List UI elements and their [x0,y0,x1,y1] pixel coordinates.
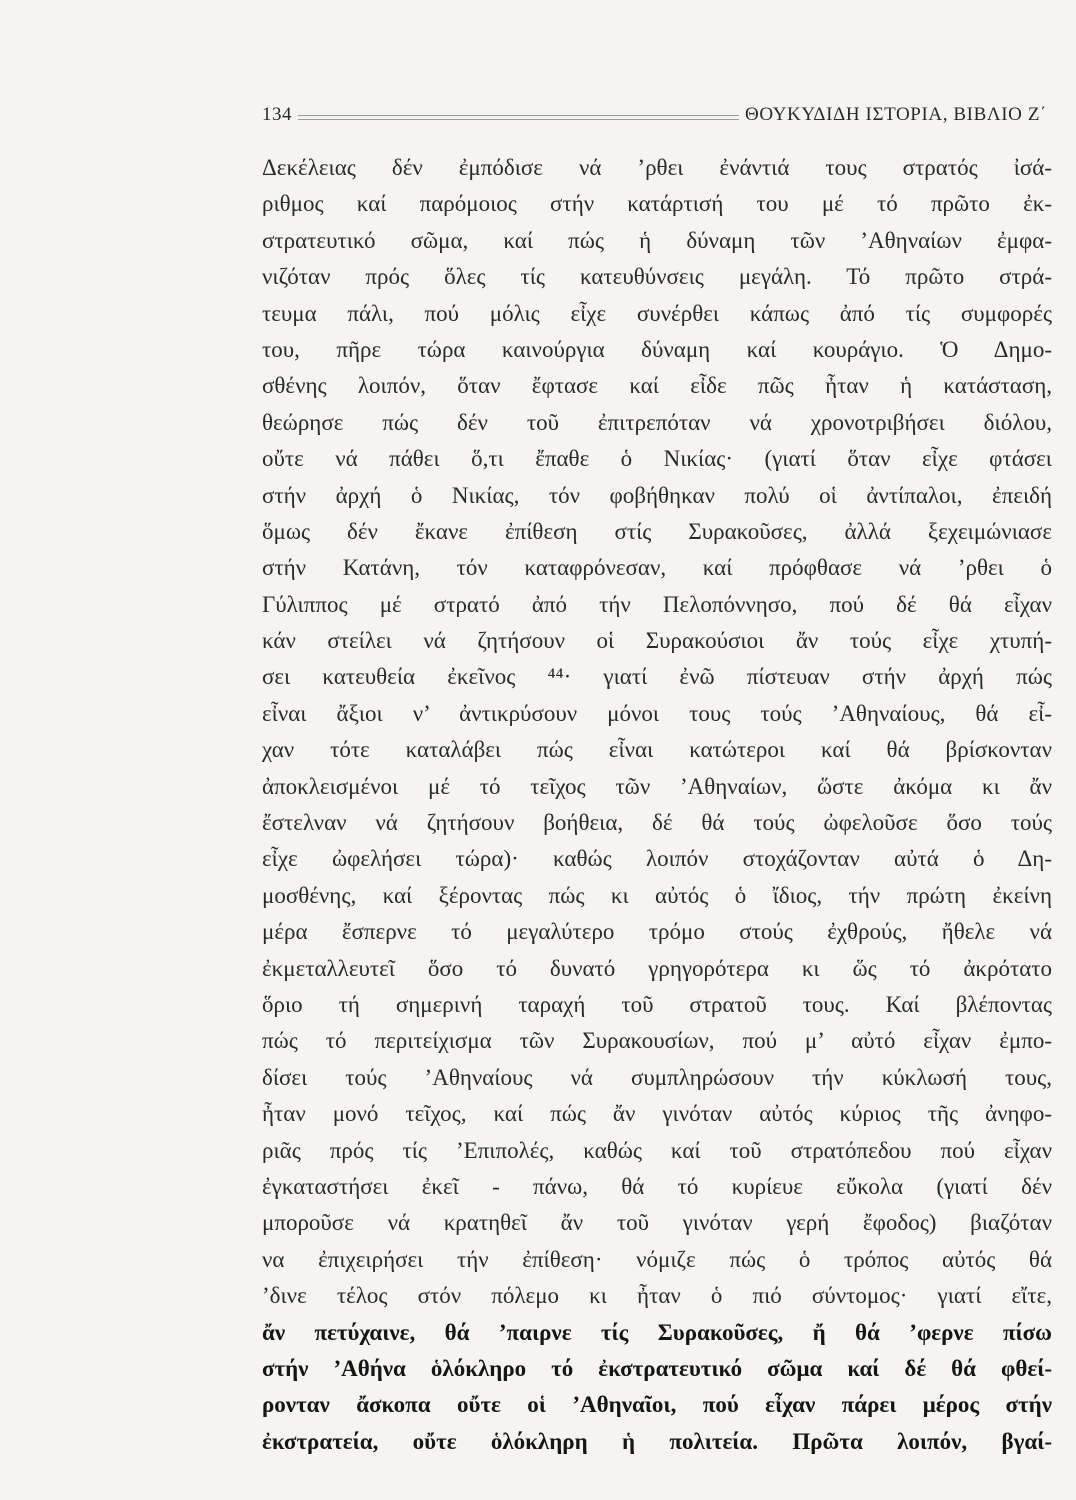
text-line: σει κατευθεία ἐκεῖνος ⁴⁴· γιατί ἐνῶ πίστευαν στήν ἀρχή πώς [262,664,1052,690]
text-line: νιζόταν πρός ὅλες τίς κατευθύνσεις μεγάλη. Τό πρῶτο στρά- [262,264,1052,290]
text-line: δίσει τούς ’Αθηναίους νά συμπληρώσουν τήν κύκλωσή τους, [262,1064,1052,1090]
body-text [262,150,1052,1460]
text-line: μέρα ἔσπερνε τό μεγαλύτερο τρόμο στούς ἐχθρούς, ἤθελε νά [262,919,1052,945]
text-line: κάν στείλει νά ζητήσουν οἱ Συρακούσιοι ἄν τούς εἶχε χτυπή- [262,628,1052,654]
text-line: ἄν πετύχαινε, θά ’παιρνε τίς Συρακοῦσες, ἤ θά ’φερνε πίσω [262,1319,1052,1345]
text-line: ’δινε τέλος στόν πόλεμο κι ἦταν ὁ πιό σύντομος· γιατί εἴτε, [262,1283,1052,1309]
text-line: να ἐπιχειρήσει τήν ἐπίθεση· νόμιζε πώς ὁ τρόπος αὐτός θά [262,1246,1052,1272]
text-line: στρατευτικό σῶμα, καί πώς ἡ δύναμη τῶν ’Αθηναίων ἐμφα- [262,227,1052,253]
text-line: χαν τότε καταλάβει πώς εἶναι κατώτεροι καί θά βρίσκονταν [262,737,1052,763]
text-line: στήν ’Αθήνα ὁλόκληρο τό ἐκστρατευτικό σῶμα καί δέ θά φθεί- [262,1355,1052,1381]
text-line: ἀποκλεισμένοι μέ τό τεῖχος τῶν ’Αθηναίων, ὥστε ἀκόμα κι ἄν [262,773,1052,799]
text-line: του, πῆρε τώρα καινούργια δύναμη καί κουράγιο. Ὁ Δημο- [262,336,1052,362]
text-line: εἶχε ὠφελήσει τώρα)· καθώς λοιπόν στοχάζονταν αὐτά ὁ Δη- [262,846,1052,872]
text-line: ἐκστρατεία, οὔτε ὁλόκληρη ἡ πολιτεία. Πρῶτα λοιπόν, βγαί- [262,1428,1052,1454]
text-line: εἶναι ἄξιοι ν’ ἀντικρύσουν μόνοι τους τούς ’Αθηναίους, θά εἶ- [262,700,1052,726]
running-title: ΘΟΥΚΥΔΙΔΗ ΙΣΤΟΡΙΑ, ΒΙΒΛΙΟ Ζ΄ [745,104,1047,125]
text-line: ἐκμεταλλευτεῖ ὅσο τό δυνατό γρηγορότερα κι ὥς τό ἀκρότατο [262,955,1052,981]
text-line: σθένης λοιπόν, ὅταν ἔφτασε καί εἶδε πῶς ἦταν ἡ κατάσταση, [262,373,1052,399]
text-line: τευμα πάλι, πού μόλις εἶχε συνέρθει κάπως ἀπό τίς συμφορές [262,300,1052,326]
page-header [262,96,1047,126]
text-line: ἐγκαταστήσει ἐκεῖ - πάνω, θά τό κυρίευε εὔκολα (γιατί δέν [262,1173,1052,1199]
text-line: ἦταν μονό τεῖχος, καί πώς ἄν γινόταν αὐτός κύριος τῆς ἀνηφο- [262,1101,1052,1127]
text-line: οὔτε νά πάθει ὅ,τι ἔπαθε ὁ Νικίας· (γιατί ὅταν εἶχε φτάσει [262,446,1052,472]
text-line: θεώρησε πώς δέν τοῦ ἐπιτρεπόταν νά χρονοτριβήσει διόλου, [262,409,1052,435]
text-line: ριᾶς πρός τίς ’Επιπολές, καθώς καί τοῦ στρατόπεδου πού εἶχαν [262,1137,1052,1163]
text-line: στήν Κατάνη, τόν καταφρόνεσαν, καί πρόφθασε νά ’ρθει ὁ [262,555,1052,581]
text-line: ἔστελναν νά ζητήσουν βοήθεια, δέ θά τούς ὠφελοῦσε ὅσο τούς [262,810,1052,836]
text-line: ὅμως δέν ἔκανε ἐπίθεση στίς Συρακοῦσες, ἀλλά ξεχειμώνιασε [262,518,1052,544]
text-line: Γύλιππος μέ στρατό ἀπό τήν Πελοπόννησο, πού δέ θά εἶχαν [262,591,1052,617]
header-rule [298,115,739,120]
text-line: πώς τό περιτείχισμα τῶν Συρακουσίων, πού μ’ αὐτό εἶχαν ἐμπο- [262,1028,1052,1054]
page-number: 134 [262,104,292,125]
text-line: ριθμος καί παρόμοιος στήν κατάρτισή του μέ τό πρῶτο ἐκ- [262,191,1052,217]
text-line: στήν ἀρχή ὁ Νικίας, τόν φοβήθηκαν πολύ οἱ ἀντίπαλοι, ἐπειδή [262,482,1052,508]
text-line: ρονταν ἄσκοπα οὔτε οἱ ’Αθηναῖοι, πού εἶχαν πάρει μέρος στήν [262,1392,1052,1418]
text-line: Δεκέλειας δέν ἐμπόδισε νά ’ρθει ἐνάντιά τους στρατός ἰσά- [262,155,1052,180]
text-line: μοσθένης, καί ξέροντας πώς κι αὐτός ὁ ἴδιος, τήν πρώτη ἐκείνη [262,882,1052,908]
text-line: μποροῦσε νά κρατηθεῖ ἄν τοῦ γινόταν γερή ἔφοδος) βιαζόταν [262,1210,1052,1236]
text-line: ὅριο τή σημερινή ταραχή τοῦ στρατοῦ τους. Καί βλέποντας [262,991,1052,1017]
